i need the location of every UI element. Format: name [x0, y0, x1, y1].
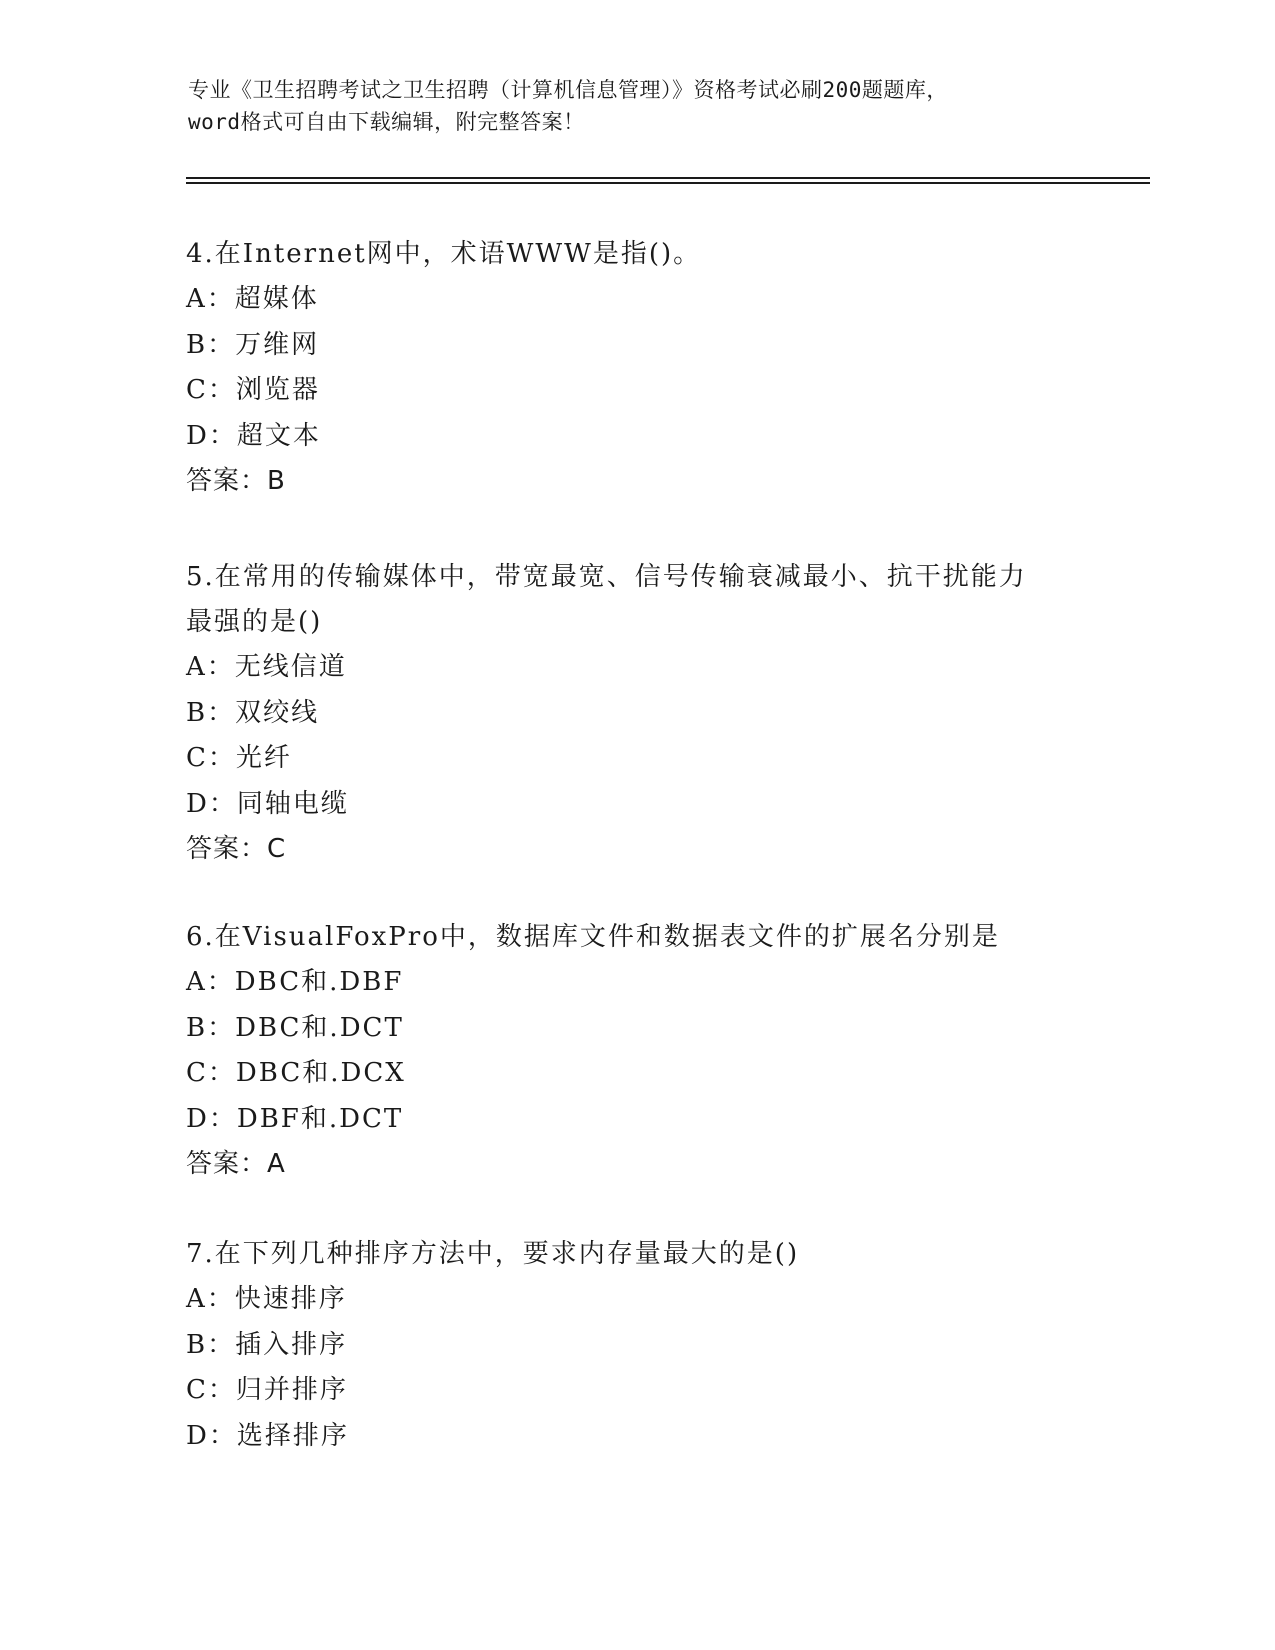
question-stem-line-1: 5.在常用的传输媒体中，带宽最宽、信号传输衰减最小、抗干扰能力 — [186, 562, 1027, 592]
option-d: D：DBF和.DCT — [186, 1103, 404, 1134]
header-line-1: 专业《卫生招聘考试之卫生招聘（计算机信息管理）》资格考试必刷200题题库， — [188, 78, 948, 102]
question-5 — [186, 555, 1086, 871]
option-d: D：超文本 — [186, 420, 321, 451]
answer-line: 答案：C — [186, 834, 287, 864]
option-b: B：双绞线 — [186, 697, 320, 728]
option-c: C：浏览器 — [186, 375, 320, 405]
option-b: B：DBC和.DCT — [186, 1012, 404, 1043]
option-c: C：DBC和.DCX — [186, 1058, 406, 1088]
answer-line: 答案：B — [186, 466, 286, 496]
question-stem: 6.在VisualFoxPro中，数据库文件和数据表文件的扩展名分别是 — [186, 922, 1000, 952]
question-4 — [186, 232, 1086, 503]
header-divider-bottom — [186, 182, 1150, 184]
question-stem-line-2: 最强的是() — [186, 607, 323, 637]
header-divider-top — [186, 177, 1150, 179]
option-d: D：选择排序 — [186, 1420, 349, 1451]
option-a: A：DBC和.DBF — [186, 967, 404, 997]
option-a: A：超媒体 — [186, 284, 319, 314]
question-stem: 4.在Internet网中，术语WWW是指()。 — [186, 239, 702, 269]
option-a: A：快速排序 — [186, 1284, 347, 1314]
question-6 — [186, 915, 1086, 1186]
question-7 — [186, 1232, 1086, 1459]
option-a: A：无线信道 — [186, 652, 347, 682]
option-b: B：万维网 — [186, 329, 320, 360]
header-line-2: word格式可自由下载编辑，附完整答案！ — [188, 110, 585, 134]
answer-line: 答案：A — [186, 1149, 286, 1179]
option-b: B：插入排序 — [186, 1329, 348, 1360]
option-d: D：同轴电缆 — [186, 788, 349, 819]
document-header — [188, 74, 1088, 138]
question-stem: 7.在下列几种排序方法中，要求内存量最大的是() — [186, 1239, 800, 1269]
option-c: C：归并排序 — [186, 1375, 348, 1405]
option-c: C：光纤 — [186, 743, 292, 773]
